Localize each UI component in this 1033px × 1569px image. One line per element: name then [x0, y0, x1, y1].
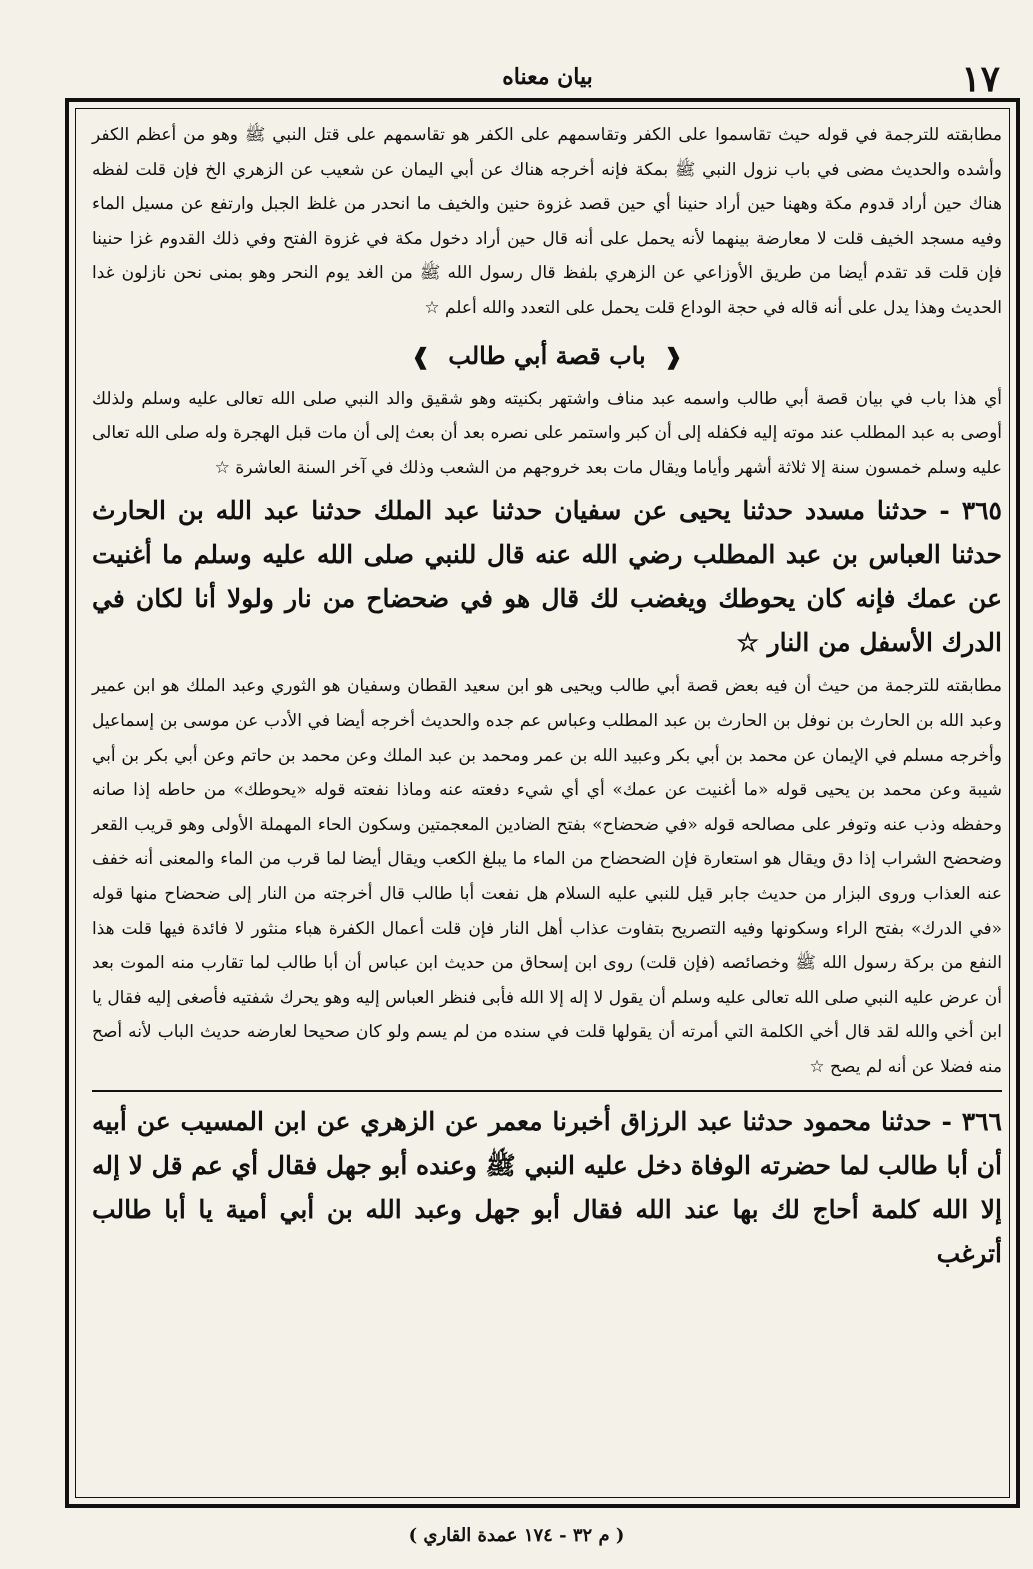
- divider-rule: [92, 1090, 1002, 1092]
- page-number: ١٧: [961, 58, 1000, 100]
- hadith-365: ٣٦٥ - حدثنا مسدد حدثنا يحيى عن سفيان حدثنا عبد الملك حدثنا عبد الله بن الحارث حدثنا العباس بن عبد المطلب رضي الله عنه قال للنبي صلى الله عليه وسلم ما أغنيت عن عمك فإنه كان يحوطك ويغضب لك قال هو في ضحضاح من نار ولولا أنا لكان في الدرك الأسفل من النار ☆: [92, 496, 1002, 658]
- chapter-title: باب قصة أبي طالب: [448, 340, 646, 370]
- commentary-paragraph-1: مطابقته للترجمة في قوله حيث تقاسموا على الكفر وتقاسمهم على الكفر هو تقاسمهم على قتل النبي ﷺ وهو من أعظم الكفر وأشده والحديث مضى في باب نزول النبي ﷺ بمكة فإنه أخرجه هناك عن أبي اليمان عن شعيب عن الزهري الخ فإن قلت لفظه هناك حين أراد قدوم مكة وههنا حين أراد حنينا أي حين قصد غزوة حنين والخيف ما انحدر من غلظ الجبل وارتفع عن مسيل الماء وفيه مسجد الخيف قلت لا معارضة بينهما لأنه يحمل على أنه قال حين أراد دخول مكة في غزوة الفتح وفي ذلك القدوم غزا حنينا فإن قلت قد تقدم أيضا من طريق الأوزاعي عن الزهري بلفظ قال رسول الله ﷺ من الغد يوم النحر وهو بمنى نحن نازلون غدا الحديث وهذا يدل على أنه قاله في حجة الوداع قلت يحمل على التعدد والله أعلم ☆: [92, 125, 1002, 318]
- page-running-title: بيان معناه: [502, 64, 593, 90]
- ornament-right-icon: ❰: [664, 343, 683, 370]
- page-header: [95, 58, 1000, 100]
- page-content: [92, 118, 1002, 1498]
- page-footer: ( م ٣٢ - ١٧٤ عمدة القاري ): [408, 1525, 625, 1546]
- ornament-left-icon: ❱: [411, 343, 430, 370]
- commentary-paragraph-3: مطابقته للترجمة من حيث أن فيه بعض قصة أبي طالب ويحيى هو ابن سعيد القطان وسفيان هو الثوري وعبد الملك هو ابن عمير وعبد الله بن الحارث بن نوفل بن الحارث بن عبد المطلب وعباس عم جده والحديث أخرجه أيضا في الأدب عن موسى بن إسماعيل وأخرجه مسلم في الإيمان عن محمد بن أبي بكر وعبيد الله بن عمر ومحمد بن عبد الملك وعن محمد بن حاتم وعن أبي بكر بن أبي شيبة وعن محمد بن يحيى قوله «ما أغنيت عن عمك» أي أي شيء دفعته عنه وماذا نفعته قوله «يحوطك» من حاطه إذا صانه وحفظه وذب عنه وتوفر على مصالحه قوله «في ضحضاح» بفتح الضادين المعجمتين وسكون الحاء المهملة الأولى وهو قريب القعر وضحضح الشراب إذا دق ويقال هو استعارة فإن الضحضاح من الماء ما يبلغ الكعب ويقال أيضا لما قرب من الماء والمعنى أنه خفف عنه العذاب وروى البزار من حديث جابر قيل للنبي عليه السلام هل نفعت أبا طالب قال أخرجته من النار إلى ضحضاح منها قوله «في الدرك» بفتح الراء وسكونها وفيه التصريح بتفاوت عذاب أهل النار فإن قلت أعمال الكفرة هباء منثور لا فائدة فيها قلت هذا النفع من بركة رسول الله ﷺ وخصائصه (فإن قلت) روى ابن إسحاق من حديث ابن عباس أن أبا طالب لما تقارب منه الموت بعد أن عرض عليه النبي صلى الله تعالى عليه وسلم أن يقول لا إله إلا الله فأبى فنظر العباس إليه وهو يحرك شفتيه فأصغى إليه فقال يا ابن أخي والله لقد قال أخي الكلمة التي أمرته أن يقولها قلت في سنده من لم يسم ولو كان صحيحا لعارضه حديث الباب لأنه أصح منه فضلا عن أنه لم يصح ☆: [92, 676, 1002, 1077]
- chapter-heading: [92, 336, 1002, 376]
- commentary-paragraph-2: أي هذا باب في بيان قصة أبي طالب واسمه عبد مناف واشتهر بكنيته وهو شقيق والد النبي صلى الله تعالى عليه وسلم ولذلك أوصى به عبد المطلب عند موته إليه فكفله إلى أن كبر واستمر على نصره بعد أن بعث إلى أن مات قبل الهجرة وله صلى الله تعالى عليه وسلم خمسون سنة إلا ثلاثة أشهر وأياما ويقال مات بعد خروجهم من الشعب وذلك في آخر السنة العاشرة ☆: [92, 388, 1002, 478]
- hadith-366: ٣٦٦ - حدثنا محمود حدثنا عبد الرزاق أخبرنا معمر عن الزهري عن ابن المسيب عن أبيه أن أبا طالب لما حضرته الوفاة دخل عليه النبي ﷺ وعنده أبو جهل فقال أي عم قل لا إله إلا الله كلمة أحاج لك بها عند الله فقال أبو جهل وعبد الله بن أبي أمية يا أبا طالب أترغب: [92, 1107, 1002, 1269]
